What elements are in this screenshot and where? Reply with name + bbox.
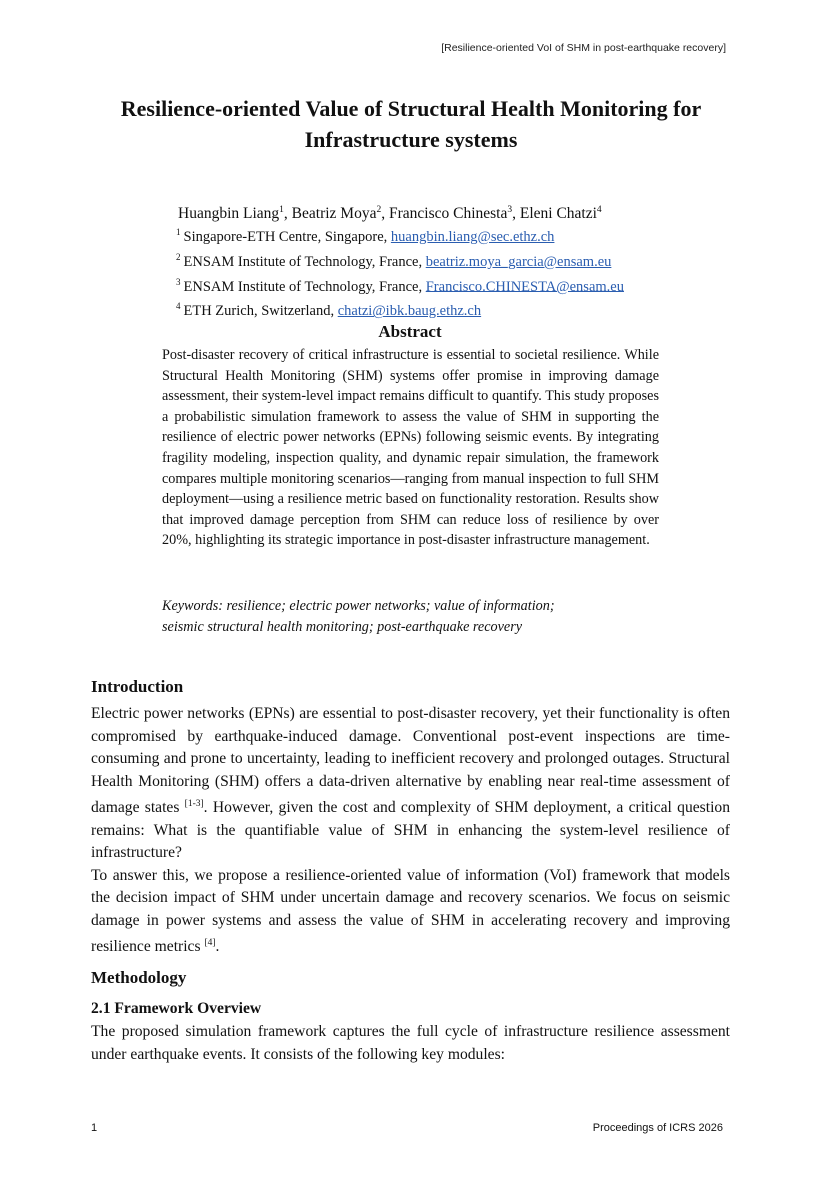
intro-text: Electric power networks (EPNs) are essential to post-disaster recovery, yet their functionality is often compromised by earthquake-induced damage. Conventional post-event inspections are time-consuming and prone to uncertainty, leading to inefficient recovery and prolonged outages. Structural Health Monitoring (SHM) offers a data-driven alternative by enabling near real-time assessment of damage states [91,705,730,817]
affiliation-text: ENSAM Institute of Technology, France, [183,278,426,295]
methodology-heading: Methodology [91,968,187,987]
author-name: Francisco Chinesta [388,205,508,223]
title-line-2: Infrastructure systems [304,127,518,152]
affiliation-item [176,247,756,272]
email-link[interactable]: huangbin.liang@sec.ethz.ch [390,228,555,245]
keywords [162,596,682,637]
author-name: Beatriz Moya [291,205,377,223]
introduction-body [91,703,730,959]
methodology-text: The proposed simulation framework captures the full cycle of infrastructure resilience assessment under earthquake events. It consists of the following key modules: [91,1023,730,1063]
running-head: [Resilience-oriented VoI of SHM in post-earthquake recovery] [441,42,726,54]
abstract-heading: Abstract [378,322,442,341]
email-link[interactable]: beatriz.moya_garcia@ensam.eu [425,253,612,270]
affiliation-sup: 2 [176,251,181,262]
affiliation-sup: 3 [176,276,181,287]
abstract-text: Post-disaster recovery of critical infrastructure is essential to societal resilience. While Structural Health Monitoring (SHM) systems offer promise in improving damage assessment, their system-level impact remains difficult to quantify. This study proposes a probabilistic simulation framework to assess the value of SHM in supporting the resilience of electric power networks (EPNs) following seismic events. By integrating fragility modeling, inspection quality, and dynamic repair simulation, the framework compares multiple monitoring scenarios—ranging from manual inspection to full SHM deployment—using a resilience metric based on functionality restoration. Results show that improved damage perception from SHM can reduce loss of resilience by over 20%, highlighting its strategic importance in post-disaster infrastructure management. [162,347,659,549]
affiliation-text: Singapore-ETH Centre, Singapore, [183,228,391,245]
introduction-heading: Introduction [91,677,184,696]
affiliation-text: ENSAM Institute of Technology, France, [183,253,426,270]
author-affil-sup: 2 [376,205,382,215]
email-link[interactable]: chatzi@ibk.baug.ethz.ch [337,303,482,320]
affiliation-text: ETH Zurich, Switzerland, [183,303,338,320]
framework-overview-heading: 2.1 Framework Overview [91,1000,262,1017]
affiliation-list [176,222,756,321]
affiliation-item [176,296,756,321]
affiliation-item [176,272,756,297]
introduction-paragraph-1 [91,703,730,865]
paper-title [60,93,762,155]
keywords-line-1: Keywords: resilience; electric power networks; value of information; [162,598,555,614]
proceedings-footer: Proceedings of ICRS 2026 [592,1122,723,1134]
author-name: Eleni Chatzi [519,205,597,223]
title-line-1: Resilience-oriented Value of Structural Health Monitoring for [120,96,702,121]
affiliation-sup: 4 [176,301,181,312]
author-list: Huangbin Liang$^1$, Beatriz Moya$^2$, Francisco Chinesta$^3$, Eleni Chatzi$^4$ [178,205,602,223]
affiliation-sup: 1 [176,227,181,237]
author-affil-sup: 1 [279,205,284,215]
intro-text: . [215,938,220,956]
citation-ref: [1-3] [184,799,204,809]
intro-text: To answer this, we propose a resilience-oriented value of information (VoI) framework that models the decision impact of SHM under uncertain damage and recovery scenarios. We focus on seismic damage in power systems and assess the value of SHM in accelerating recovery and improving resilience metrics [91,866,730,956]
keywords-line-2: seismic structural health monitoring; post-earthquake recovery [162,618,523,635]
affiliation-item [176,222,756,247]
introduction-paragraph-2 [91,865,730,959]
intro-text: . However, given the cost and complexity of SHM deployment, a critical question remains: What is the quantifiable value of SHM in enhancing the system-level resilience of infrastructure? [91,799,731,862]
author-name: Huangbin Liang [178,205,280,223]
page-number: 1 [91,1122,98,1134]
author-affil-sup: 3 [507,205,513,215]
citation-ref: [4] [204,938,216,949]
author-affil-sup: 4 [596,205,602,215]
email-link[interactable]: Francisco.CHINESTA@ensam.eu [425,278,624,295]
